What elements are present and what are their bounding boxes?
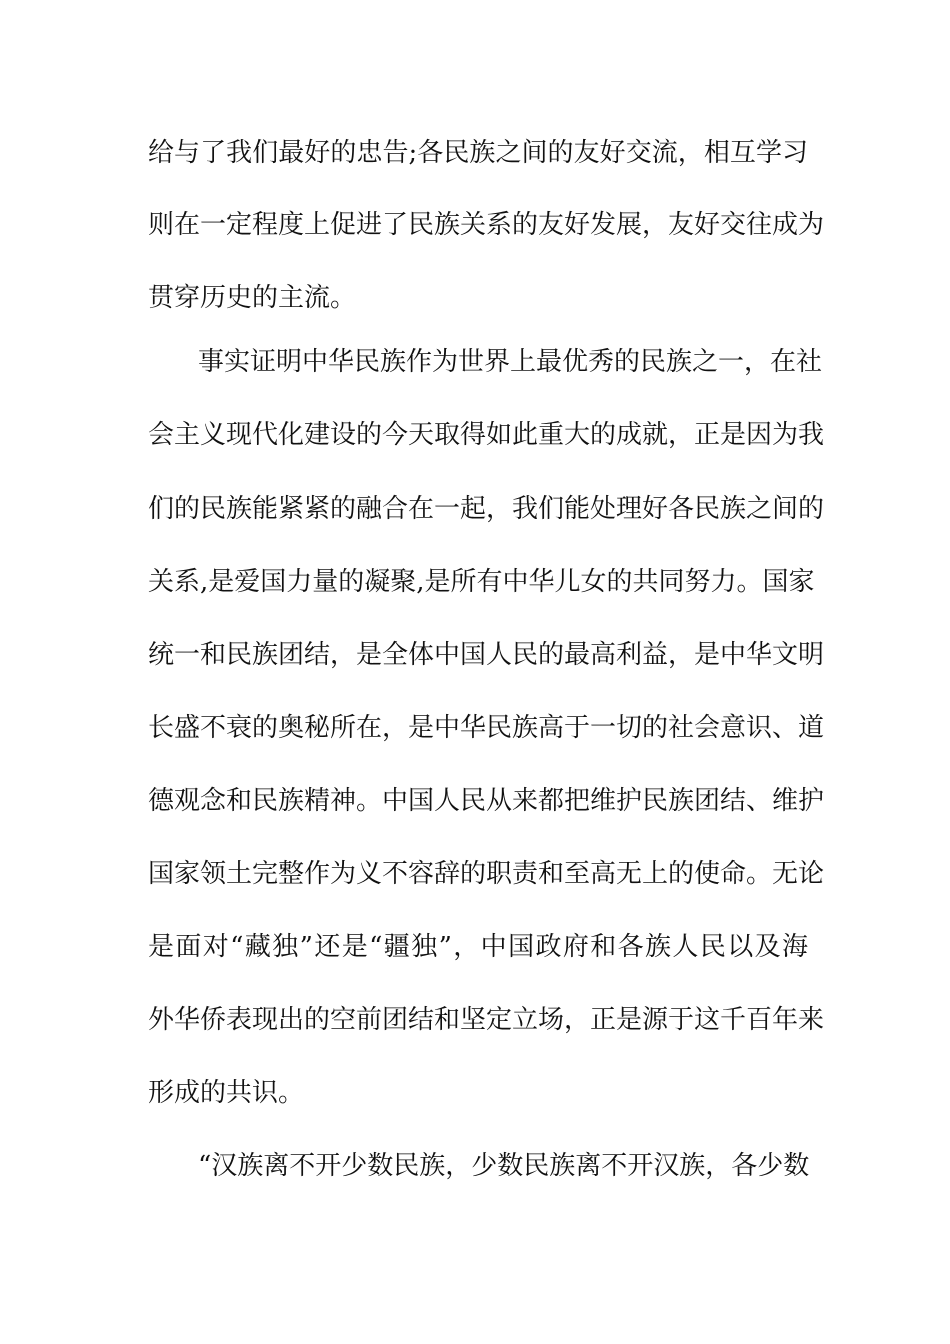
paragraph-line: 国家领土完整作为义不容辞的职责和至高无上的使命。无论 bbox=[148, 859, 825, 889]
paragraph-line: 给与了我们最好的忠告;各民族之间的友好交流，相互学习 bbox=[148, 138, 808, 168]
paragraph-line: 会主义现代化建设的今天取得如此重大的成就，正是因为我 bbox=[148, 420, 825, 450]
paragraph-line: 则在一定程度上促进了民族关系的友好发展，友好交往成为 bbox=[148, 210, 825, 240]
paragraph-line: 长盛不衰的奥秘所在，是中华民族高于一切的社会意识、道 bbox=[148, 713, 825, 743]
paragraph-line: 是面对“藏独”还是“疆独”，中国政府和各族人民以及海 bbox=[148, 932, 808, 962]
paragraph-line: 关系,是爱国力量的凝聚,是所有中华儿女的共同努力。国家 bbox=[148, 567, 815, 597]
paragraph-line: 德观念和民族精神。中国人民从来都把维护民族团结、维护 bbox=[148, 786, 825, 816]
paragraph-line: 们的民族能紧紧的融合在一起，我们能处理好各民族之间的 bbox=[148, 494, 825, 524]
paragraph-line: 外华侨表现出的空前团结和坚定立场，正是源于这千百年来 bbox=[148, 1005, 825, 1035]
paragraph-line: 形成的共识。 bbox=[148, 1078, 305, 1108]
paragraph-line: “汉族离不开少数民族，少数民族离不开汉族，各少数 bbox=[198, 1151, 810, 1181]
paragraph-line: 贯穿历史的主流。 bbox=[148, 283, 357, 313]
paragraph-line: 统一和民族团结，是全体中国人民的最高利益，是中华文明 bbox=[148, 640, 825, 670]
paragraph-line: 事实证明中华民族作为世界上最优秀的民族之一，在社 bbox=[198, 347, 823, 377]
